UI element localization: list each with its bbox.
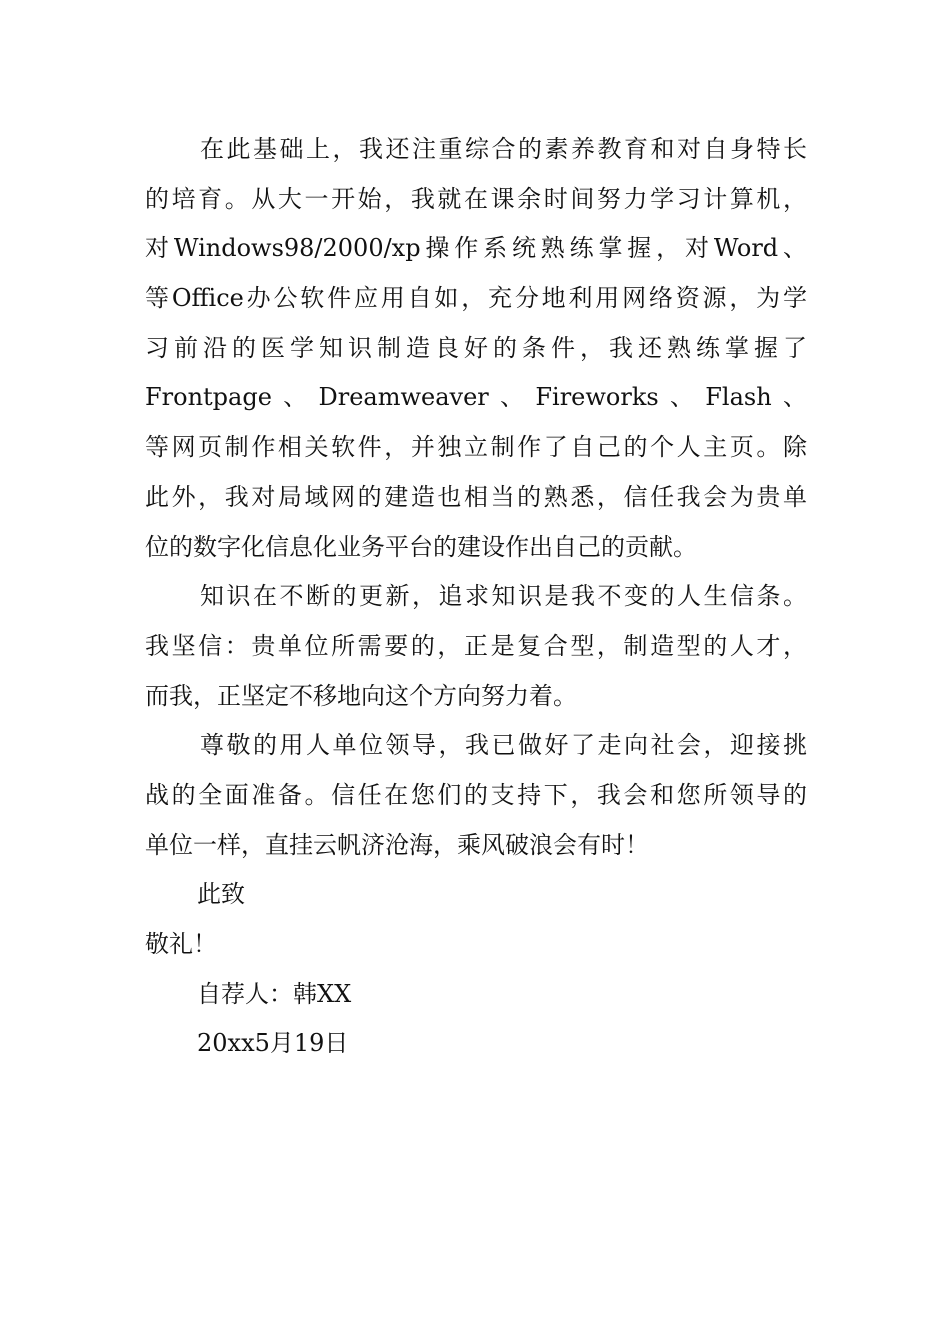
text-line: 对Windows98/2000/xp操作系统熟练掌握，对Word、 — [145, 234, 807, 263]
paragraph-knowledge — [145, 572, 807, 721]
paragraph-skills — [145, 125, 807, 572]
text-line: 在此基础上，我还注重综合的素养教育和对自身特长 — [200, 135, 807, 163]
text-line: Frontpage、Dreamweaver、Fireworks、Flash、 — [145, 383, 807, 412]
signature: 自荐人：韩XX — [197, 979, 352, 1008]
paragraph-conclusion — [145, 721, 807, 870]
document-page — [145, 125, 807, 1069]
text-line: 位的数字化信息化业务平台的建设作出自己的贡献。 — [145, 532, 697, 561]
text-line: 的培育。从大一开始，我就在课余时间努力学习计算机， — [145, 184, 807, 213]
text-line: 战的全面准备。信任在您们的支持下，我会和您所领导的 — [145, 780, 807, 809]
text-line: 而我，正坚定不移地向这个方向努力着。 — [145, 681, 577, 710]
text-line: 知识在不断的更新，追求知识是我不变的人生信条。 — [200, 582, 807, 611]
text-line: 尊敬的用人单位领导，我已做好了走向社会，迎接挑 — [200, 731, 807, 760]
text-line: 等Office办公软件应用自如，充分地利用网络资源，为学 — [145, 284, 807, 313]
salutation: 此致 — [197, 880, 245, 909]
date: 20xx5月19日 — [197, 1029, 349, 1058]
text-line: 我坚信：贵单位所需要的，正是复合型，制造型的人才， — [145, 631, 807, 660]
letter-closing — [145, 870, 807, 1069]
text-line: 等网页制作相关软件，并独立制作了自己的个人主页。除 — [145, 433, 807, 462]
text-line: 此外，我对局域网的建造也相当的熟悉，信任我会为贵单 — [145, 482, 807, 511]
regards: 敬礼！ — [145, 930, 217, 958]
text-line: 习前沿的医学知识制造良好的条件，我还熟练掌握了 — [145, 333, 807, 362]
text-line: 单位一样，直挂云帆济沧海，乘风破浪会有时！ — [145, 830, 649, 859]
